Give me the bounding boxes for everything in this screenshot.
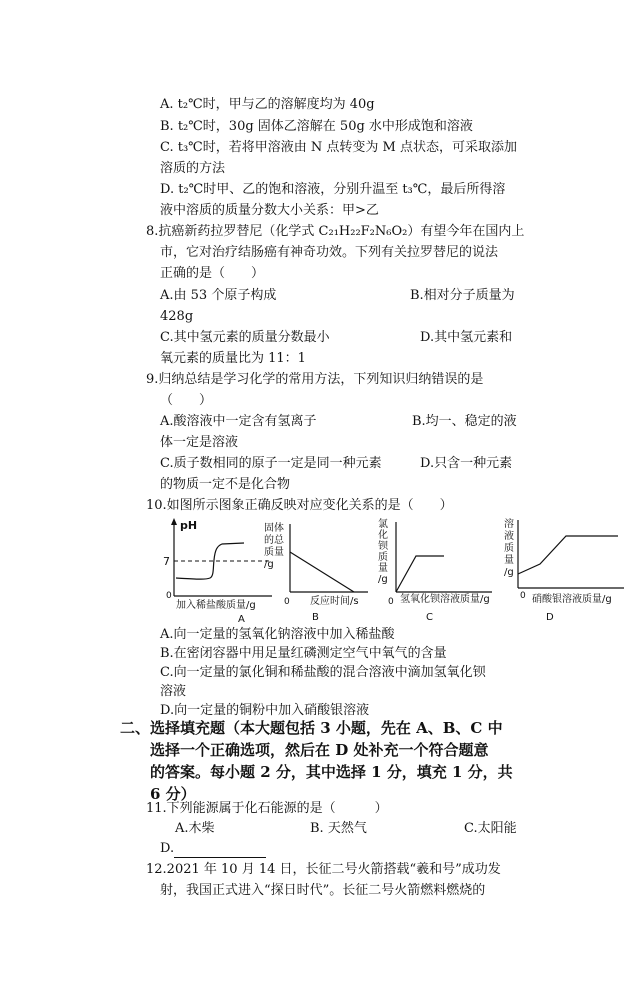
- graph-c-ylabel-5: 量: [378, 563, 388, 574]
- graph-c-ylabel-2: 化: [378, 530, 388, 541]
- graph-d-ylabel-3: 质: [504, 543, 514, 554]
- section2-heading-line4: 6 分）: [150, 785, 196, 803]
- graph-a-ref-label: 7: [163, 555, 170, 568]
- graph-b-origin: 0: [284, 597, 290, 607]
- graph-b-ylabel-2: 的总: [264, 535, 284, 546]
- graph-a-origin: 0: [166, 591, 172, 601]
- q11-option-b: B. 天然气: [310, 821, 367, 836]
- q9-option-d-line1: D.只含一种元素: [420, 456, 513, 471]
- q7-option-b: B. t₂℃时，30g 固体乙溶解在 50g 水中形成饱和溶液: [160, 119, 473, 134]
- q7-option-c-line2: 溶质的方法: [160, 161, 226, 176]
- q9-option-a: A.酸溶液中一定含有氢离子: [160, 414, 317, 429]
- graph-c-ylabel-4: 质: [378, 552, 388, 563]
- graph-b-xlabel: 反应时间/s: [310, 596, 359, 607]
- q11-option-d-label: D.: [160, 841, 175, 856]
- graph-d-ylabel-4: 量: [504, 555, 514, 566]
- q9-option-b-line1: B.均一、稳定的液: [412, 414, 517, 429]
- graph-a: [160, 516, 278, 624]
- q8-stem-line3: 正确的是（ ）: [160, 266, 265, 281]
- q7-option-a: A. t₂℃时，甲与乙的溶解度均为 40g: [160, 97, 375, 112]
- section2-heading-line2: 选择一个正确选项，然后在 D 处补充一个符合题意: [150, 741, 489, 759]
- q12-stem-line2: 射，我国正式进入“探日时代”。长征二号火箭燃料燃烧的: [160, 883, 486, 898]
- q9-option-d-line2: 的物质一定不是化合物: [160, 477, 291, 492]
- graph-d-line: [518, 536, 618, 574]
- q10-option-a: A.向一定量的氢氧化钠溶液中加入稀盐酸: [160, 627, 395, 642]
- q10-option-c-line2: 溶液: [160, 684, 187, 699]
- graph-a-tag: A: [238, 614, 245, 624]
- section2-heading-line3: 的答案。每小题 2 分，其中选择 1 分，填充 1 分，共: [150, 763, 513, 781]
- q8-option-a: A.由 53 个原子构成: [160, 288, 277, 303]
- q7-option-c-line1: C. t₃℃时，若将甲溶液由 N 点转变为 M 点状态，可采取添加: [160, 140, 517, 155]
- q11-option-a: A.木柴: [175, 821, 215, 836]
- q8-option-b-line2: 428g: [160, 309, 194, 324]
- q7-option-d-line1: D. t₂℃时甲、乙的饱和溶液，分别升温至 t₃℃，最后所得溶: [160, 182, 506, 197]
- section2-heading-line1: 二、选择填充题（本大题包括 3 小题，先在 A、B、C 中: [120, 719, 503, 737]
- graph-b: [262, 520, 372, 624]
- q12-stem-line1: 12.2021 年 10 月 14 日，长征二号火箭搭载“羲和号”成功发: [146, 862, 501, 877]
- q10-option-c-line1: C.向一定量的氯化铜和稀盐酸的混合溶液中滴加氢氧化钡: [160, 665, 486, 680]
- graph-c: [374, 516, 500, 624]
- graph-c-xlabel: 氢氧化钡溶液质量/g: [400, 594, 490, 605]
- q9-stem-line1: 9.归纳总结是学习化学的常用方法，下列知识归纳错误的是: [146, 372, 484, 387]
- graph-d-tag: D: [546, 612, 554, 623]
- graph-b-ylabel-1: 固体: [264, 523, 284, 534]
- q9-stem-line2: （ ）: [160, 393, 213, 408]
- q11-answer-blank[interactable]: [174, 845, 266, 858]
- q8-stem-line2: 市，它对治疗结肠癌有神奇功效。下列有关拉罗替尼的说法: [160, 245, 499, 260]
- q11-stem: 11.下列能源属于化石能源的是（ ）: [146, 801, 388, 816]
- graph-d-xlabel: 硝酸银溶液质量/g: [532, 594, 612, 605]
- graph-b-line: [290, 552, 354, 592]
- q10-option-b: B.在密闭容器中用足量红磷测定空气中氧气的含量: [160, 646, 447, 661]
- graph-c-line: [396, 556, 444, 592]
- q8-option-c: C.其中氢元素的质量分数最小: [160, 330, 330, 345]
- graph-d-ylabel-1: 溶: [504, 519, 514, 530]
- q11-option-d: [160, 840, 266, 858]
- q8-option-d-line2: 氧元素的质量比为 11：1: [160, 351, 306, 366]
- q8-option-b-line1: B.相对分子质量为: [410, 288, 515, 303]
- graph-b-ylabel-4: /g: [264, 559, 274, 570]
- graph-a-xlabel: 加入稀盐酸质量/g: [176, 600, 256, 611]
- graph-b-ylabel-3: 质量: [264, 547, 284, 558]
- graph-a-ylabel: pH: [180, 519, 198, 532]
- graph-c-ylabel-6: /g: [378, 574, 388, 585]
- q11-option-c: C.太阳能: [464, 821, 517, 836]
- q8-stem-line1: 8.抗癌新药拉罗替尼（化学式 C₂₁H₂₂F₂N₆O₂）有望今年在国内上: [146, 224, 525, 239]
- graph-c-origin: 0: [388, 597, 394, 607]
- graph-b-tag: B: [312, 612, 319, 623]
- q7-option-d-line2: 液中溶质的质量分数大小关系：甲>乙: [160, 203, 379, 218]
- q9-option-b-line2: 体一定是溶液: [160, 435, 239, 450]
- graph-d-ylabel-5: /g: [504, 567, 514, 578]
- graph-c-ylabel-1: 氯: [378, 519, 388, 530]
- graph-d-origin: 0: [520, 591, 526, 601]
- graph-c-ylabel-3: 钡: [378, 541, 388, 552]
- graph-d: [500, 516, 634, 624]
- graph-c-tag: C: [426, 612, 433, 623]
- q9-option-c: C.质子数相同的原子一定是同一种元素: [160, 456, 382, 471]
- q10-stem: 10.如图所示图象正确反映对应变化关系的是（ ）: [146, 498, 453, 513]
- q10-option-d: D.向一定量的铜粉中加入硝酸银溶液: [160, 703, 370, 718]
- q8-option-d-line1: D.其中氢元素和: [420, 330, 513, 345]
- graph-d-ylabel-2: 液: [504, 531, 514, 542]
